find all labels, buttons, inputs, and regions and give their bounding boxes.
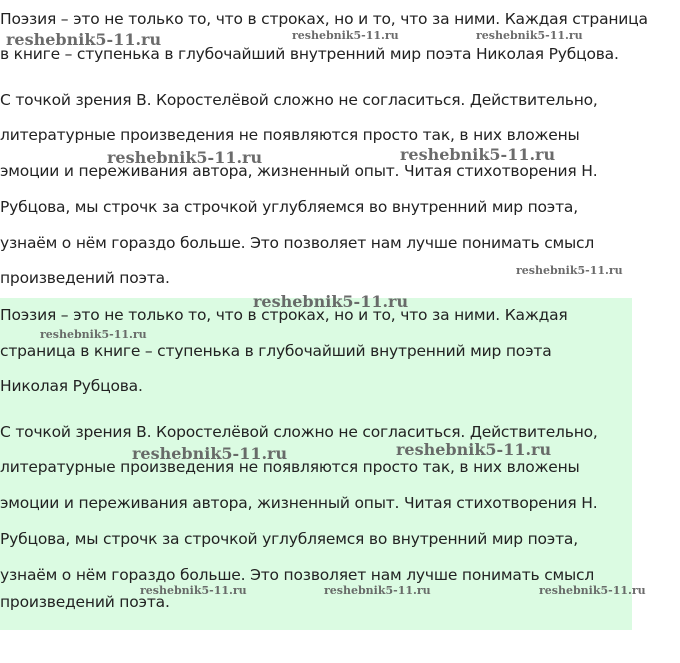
text-line: Рубцова, мы строчк за строчкой углубляемся во внутренний мир поэта, <box>0 530 578 548</box>
text-line: узнаём о нём гораздо больше. Это позволяет нам лучше понимать смысл <box>0 234 595 252</box>
watermark: reshebnik5-11.ru <box>396 440 552 459</box>
watermark: reshebnik5-11.ru <box>476 29 583 42</box>
text-line: в книге – ступенька в глубочайший внутренний мир поэта Николая Рубцова. <box>0 45 619 63</box>
watermark: reshebnik5-11.ru <box>324 584 431 597</box>
text-line: Рубцова, мы строчк за строчкой углубляемся во внутренний мир поэта, <box>0 198 578 216</box>
watermark: reshebnik5-11.ru <box>292 29 399 42</box>
text-line: Поэзия – это не только то, что в строках, но и то, что за ними. Каждая <box>0 306 568 324</box>
text-line: эмоции и переживания автора, жизненный опыт. Читая стихотворения Н. <box>0 494 598 512</box>
text-line: произведений поэта. <box>0 269 170 287</box>
text-line: С точкой зрения В. Коростелёвой сложно не согласиться. Действительно, <box>0 423 598 441</box>
watermark: reshebnik5-11.ru <box>253 292 409 311</box>
watermark: reshebnik5-11.ru <box>132 444 288 463</box>
watermark: reshebnik5-11.ru <box>6 30 162 49</box>
watermark: reshebnik5-11.ru <box>516 264 623 277</box>
watermark: reshebnik5-11.ru <box>539 584 646 597</box>
text-line: узнаём о нём гораздо больше. Это позволяет нам лучше понимать смысл <box>0 566 595 584</box>
text-line: эмоции и переживания автора, жизненный опыт. Читая стихотворения Н. <box>0 162 598 180</box>
text-line: Николая Рубцова. <box>0 377 143 395</box>
corrected-text-block <box>0 298 632 630</box>
text-line: С точкой зрения В. Коростелёвой сложно не согласиться. Действительно, <box>0 91 598 109</box>
watermark: reshebnik5-11.ru <box>40 328 147 341</box>
watermark: reshebnik5-11.ru <box>400 145 556 164</box>
watermark: reshebnik5-11.ru <box>107 148 263 167</box>
text-line: Поэзия – это не только то, что в строках, но и то, что за ними. Каждая страница <box>0 10 648 28</box>
text-line: литературные произведения не появляются просто так, в них вложены <box>0 458 580 476</box>
text-line: произведений поэта. <box>0 593 170 611</box>
text-line: литературные произведения не появляются просто так, в них вложены <box>0 126 580 144</box>
text-line: страница в книге – ступенька в глубочайший внутренний мир поэта <box>0 342 552 360</box>
watermark: reshebnik5-11.ru <box>140 584 247 597</box>
